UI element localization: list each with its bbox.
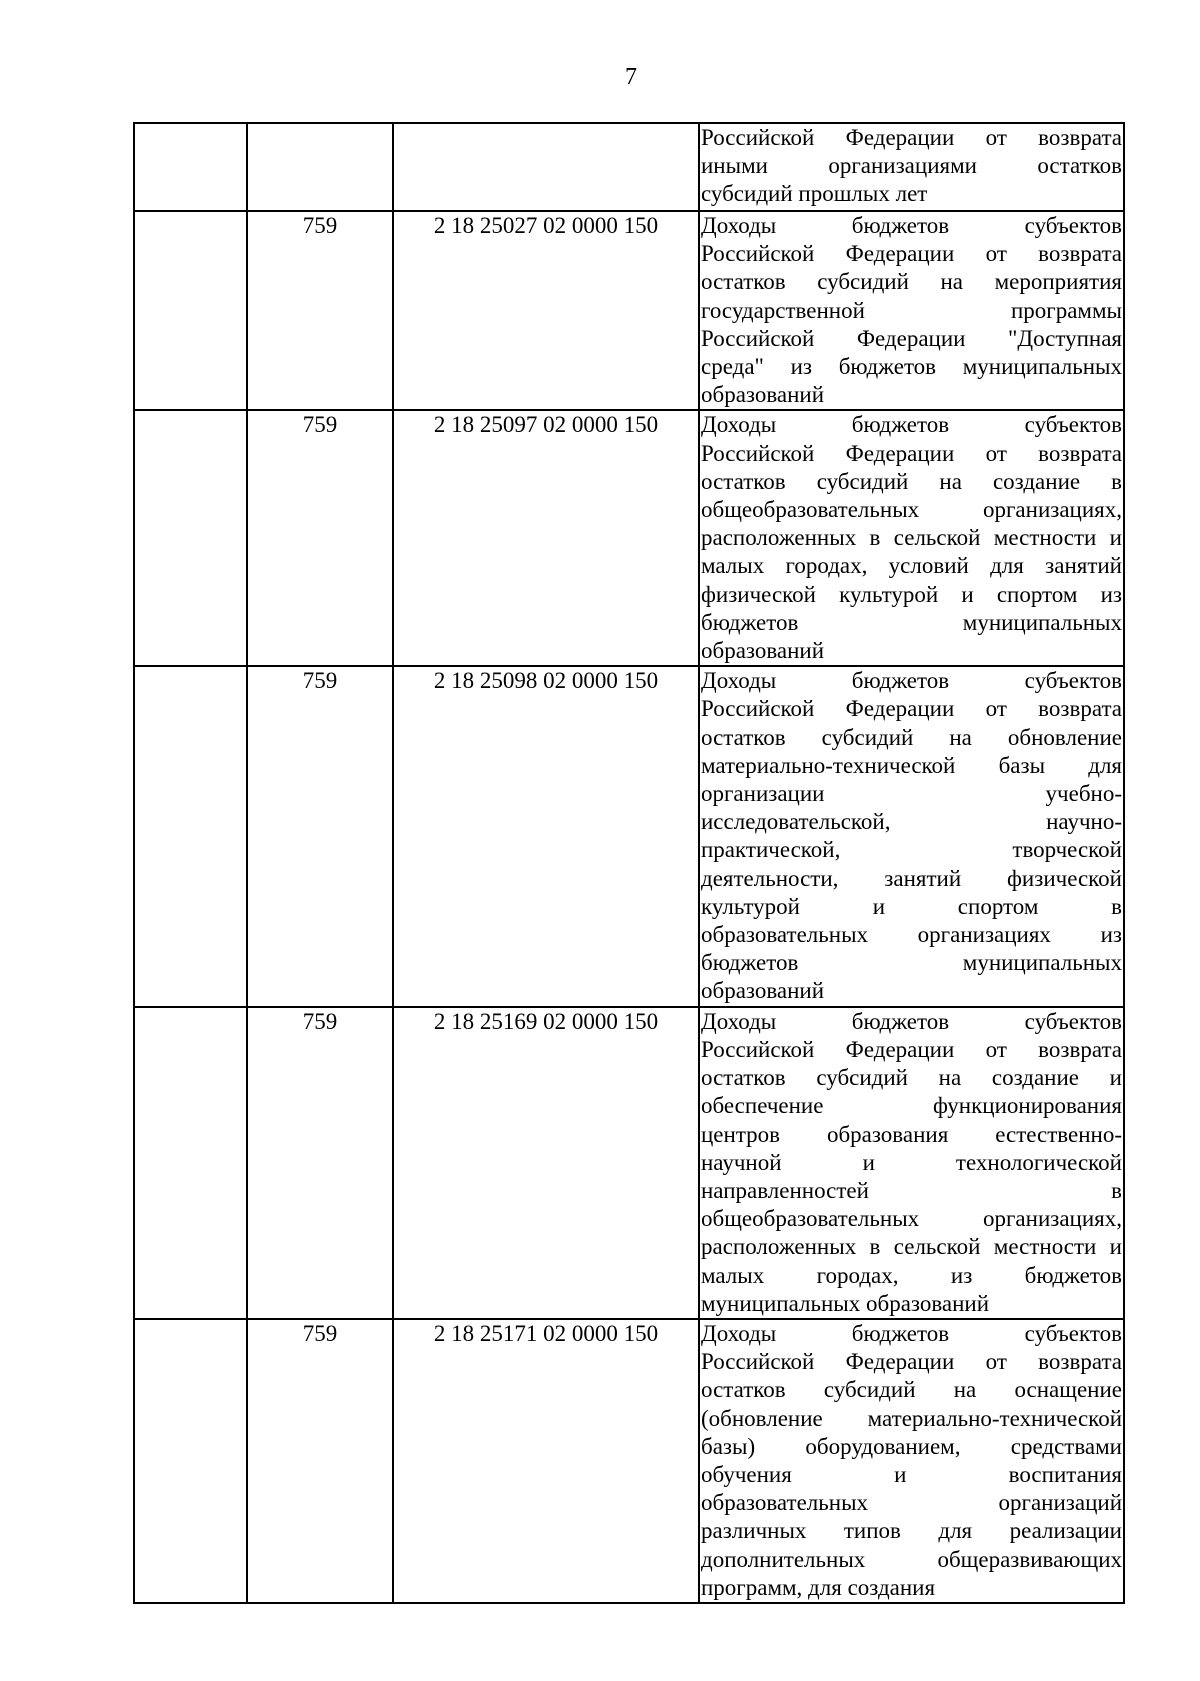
description-line: Доходы бюджетов субъектов: [701, 412, 1122, 438]
description-line: среда" из бюджетов муниципальных: [701, 354, 1122, 380]
description-line: различных типов для реализации: [701, 1518, 1122, 1544]
description-line: остатков субсидий на создание и: [701, 1065, 1122, 1091]
description-line: иными организациями остатков: [701, 153, 1122, 179]
description-line: государственной программы: [701, 297, 1122, 323]
description-line: образовательных организациях из: [701, 922, 1122, 948]
admin-code-cell: [247, 123, 393, 211]
table-row: [134, 211, 1124, 410]
description-line: программ, для создания: [701, 1574, 936, 1600]
kbk-code-cell: [393, 123, 699, 211]
description-line: образований: [701, 382, 825, 408]
description-cell: [699, 666, 1124, 1006]
empty-cell: [134, 410, 247, 666]
description-line: остатков субсидий на оснащение: [701, 1377, 1122, 1403]
description-line: физической культурой и спортом из: [701, 581, 1122, 607]
description-line: центров образования естественно-: [701, 1121, 1122, 1147]
kbk-code-cell: 2 18 25171 02 0000 150: [393, 1319, 699, 1603]
description-line: малых городах, из бюджетов: [701, 1262, 1122, 1288]
description-line: общеобразовательных организациях,: [701, 1206, 1122, 1232]
description-line: общеобразовательных организациях,: [701, 497, 1122, 523]
empty-cell: [134, 1007, 247, 1319]
budget-codes-table: [133, 122, 1125, 1604]
description-line: Российской Федерации от возврата: [701, 696, 1122, 722]
description-line: базы) оборудованием, средствами: [701, 1433, 1122, 1459]
description-line: Российской Федерации от возврата: [701, 125, 1122, 150]
description-line: остатков субсидий на мероприятия: [701, 269, 1122, 295]
admin-code-cell: 759: [247, 410, 393, 666]
description-line: образовательных организаций: [701, 1490, 1122, 1516]
description-line: расположенных в сельской местности и: [701, 1234, 1122, 1260]
description-line: обучения и воспитания: [701, 1461, 1122, 1487]
description-line: научной и технологической: [701, 1149, 1122, 1175]
description-cell: [699, 123, 1124, 211]
description-line: организации учебно-: [701, 781, 1122, 807]
description-cell: [699, 211, 1124, 410]
table-row: [134, 1319, 1124, 1603]
table-row: [134, 123, 1124, 211]
description-cell: [699, 1319, 1124, 1603]
description-line: обеспечение функционирования: [701, 1093, 1122, 1119]
kbk-code-cell: 2 18 25098 02 0000 150: [393, 666, 699, 1006]
table-row: [134, 1007, 1124, 1319]
description-line: исследовательской, научно-: [701, 809, 1122, 835]
empty-cell: [134, 123, 247, 211]
description-line: остатков субсидий на обновление: [701, 724, 1122, 750]
description-line: Российской Федерации от возврата: [701, 1036, 1122, 1062]
description-line: бюджетов муниципальных: [701, 609, 1122, 635]
description-line: Российской Федерации от возврата: [701, 241, 1122, 267]
page-number: 7: [625, 64, 637, 90]
description-line: практической, творческой: [701, 837, 1122, 863]
description-line: субсидий прошлых лет: [701, 181, 928, 207]
description-line: Российской Федерации "Доступная: [701, 325, 1122, 351]
description-line: дополнительных общеразвивающих: [701, 1546, 1122, 1572]
kbk-code-cell: 2 18 25169 02 0000 150: [393, 1007, 699, 1319]
description-line: направленностей в: [701, 1177, 1122, 1203]
empty-cell: [134, 211, 247, 410]
description-line: Доходы бюджетов субъектов: [701, 1320, 1122, 1346]
description-line: остатков субсидий на создание в: [701, 468, 1122, 494]
description-line: Доходы бюджетов субъектов: [701, 668, 1122, 694]
description-cell: [699, 410, 1124, 666]
description-line: (обновление материально-технической: [701, 1405, 1122, 1431]
description-cell: [699, 1007, 1124, 1319]
admin-code-cell: 759: [247, 211, 393, 410]
description-line: малых городах, условий для занятий: [701, 553, 1122, 579]
description-line: деятельности, занятий физической: [701, 865, 1122, 891]
kbk-code-cell: 2 18 25097 02 0000 150: [393, 410, 699, 666]
table-row: [134, 666, 1124, 1006]
description-line: материально-технической базы для: [701, 752, 1122, 778]
kbk-code-cell: 2 18 25027 02 0000 150: [393, 211, 699, 410]
empty-cell: [134, 666, 247, 1006]
description-line: Доходы бюджетов субъектов: [701, 213, 1122, 238]
admin-code-cell: 759: [247, 666, 393, 1006]
empty-cell: [134, 1319, 247, 1603]
description-line: образований: [701, 638, 825, 664]
description-line: образований: [701, 978, 825, 1004]
description-line: бюджетов муниципальных: [701, 950, 1122, 976]
description-line: Доходы бюджетов субъектов: [701, 1008, 1122, 1034]
admin-code-cell: 759: [247, 1007, 393, 1319]
admin-code-cell: 759: [247, 1319, 393, 1603]
description-line: Российской Федерации от возврата: [701, 440, 1122, 466]
description-line: муниципальных образований: [701, 1290, 990, 1316]
description-line: культурой и спортом в: [701, 893, 1122, 919]
description-line: Российской Федерации от возврата: [701, 1349, 1122, 1375]
table-row: [134, 410, 1124, 666]
description-line: расположенных в сельской местности и: [701, 525, 1122, 551]
